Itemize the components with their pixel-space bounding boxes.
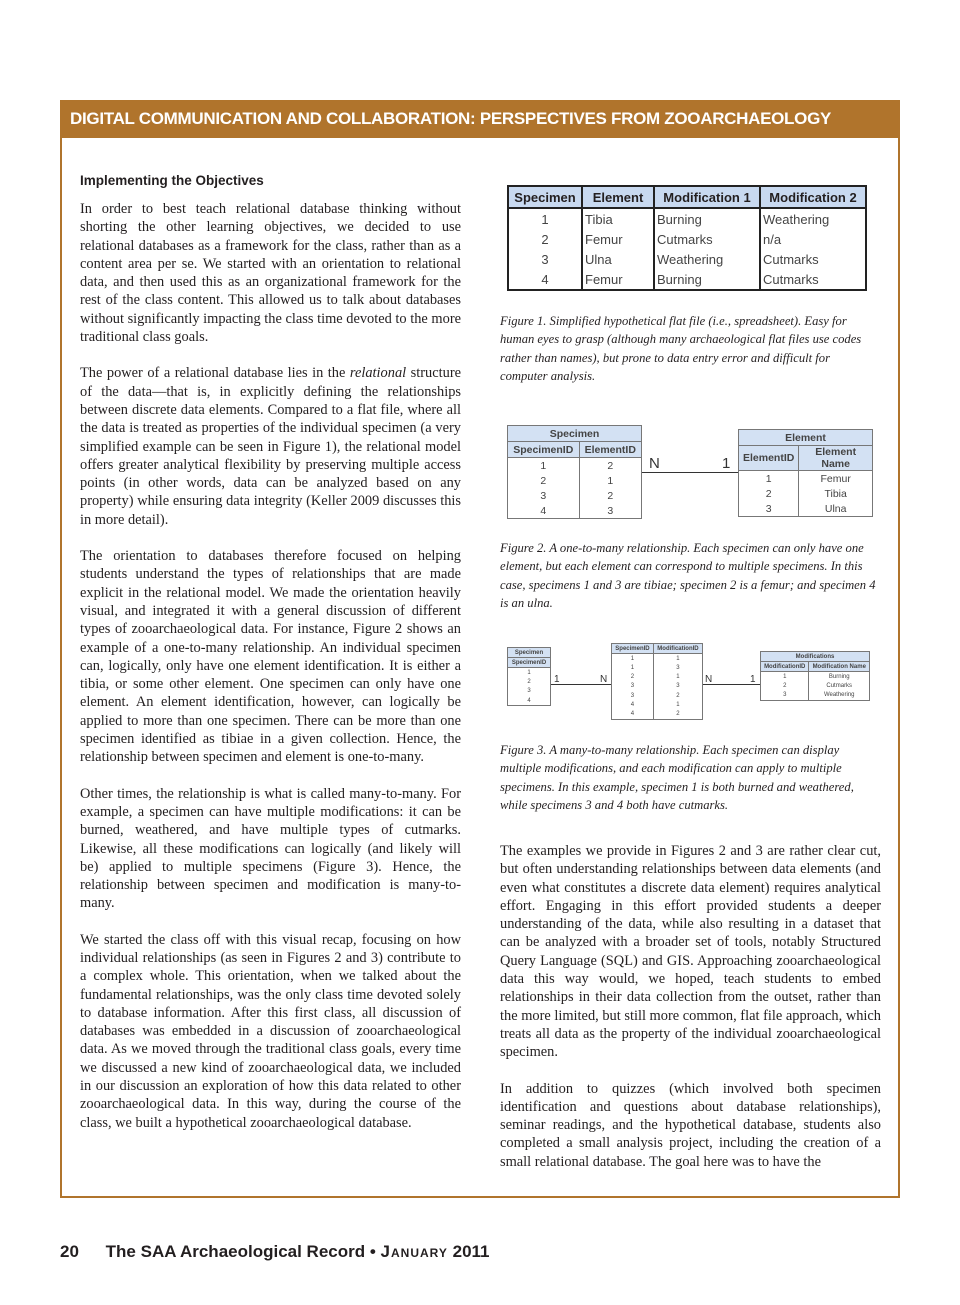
table-row: 2 Tibia [739, 486, 873, 501]
cardinality-n: N [600, 674, 608, 685]
left-column [80, 170, 461, 1150]
paragraph: In order to best teach relational database thinking without shorting the other learning objectives, we decided to use relational databases as a framework for the class, rather than as a content area per se. We started with an orientation to relational data, and then used this as an organizational framework for the rest of the class content. This allowed us to talk about databases without significantly impacting the class time devoted to the more traditional class goals. [80, 201, 461, 346]
figure-2-specimen-table: Specimen SpecimenID ElementID 1 2 2 1 3 2 4 3 [507, 425, 642, 519]
relationship-line [642, 472, 738, 473]
table-row: 4 1 [612, 700, 703, 709]
table-row: 3 [508, 687, 551, 696]
table-header: Element [582, 186, 654, 208]
table-row: 2 Femur Cutmarks n/a [508, 229, 866, 249]
table-row: 1 1 [612, 654, 703, 664]
issue-year: 2011 [452, 1242, 490, 1261]
table-row: 4 [508, 696, 551, 706]
figure-3-caption: Figure 3. A many-to-many relationship. Each specimen can display multiple modifications, and each modification can apply to multiple specimens. In this example, specimen 1 is both burned and weathered, while specimens 3 and 4 both have cutmarks. [500, 743, 854, 812]
page-footer [60, 1242, 490, 1262]
section-heading: Implementing the Objectives [80, 173, 264, 188]
table-header: Modification 1 [654, 186, 760, 208]
figure-1-flat-file-table [507, 185, 867, 291]
figure-2-element-table: Element ElementID Element Name 1 Femur 2 Tibia 3 Ulna [738, 429, 873, 517]
table-row: 2 1 [612, 673, 703, 682]
table-row: 2 1 [508, 473, 642, 488]
table-row: 3 3 [612, 682, 703, 691]
table-row: 2 Cutmarks [761, 682, 870, 691]
figure-3-modifications-table: Modifications ModificationID Modification Name 1 Burning 2 Cutmarks 3 Weathering [760, 651, 870, 701]
table-header: Modification 2 [760, 186, 866, 208]
journal-title: The SAA Archaeological Record [105, 1242, 366, 1261]
figure-1-caption: Figure 1. Simplified hypothetical flat file (i.e., spreadsheet). Easy for human eyes to grasp (although many archaeological flat files use codes rather than names), but prone to data entry error and difficult for computer analysis. [500, 314, 862, 383]
table-row: 2 [508, 678, 551, 687]
table-row: 4 Femur Burning Cutmarks [508, 269, 866, 290]
paragraph: The power of a relational database lies in the relational structure of the data—that is, in explicitly defining the relationships between discrete data elements. Compared to a flat file, where all the data is treated as properties of the individual specimen (a very simplified example can be seen in Figure 1), the relational model offers greater analytical flexibility by preserving multiple access points (in other words, data can be analyzed based on any property) while ensuring data integrity (Keller 2009 discusses this in more detail). [80, 365, 461, 528]
table-row: 1 Tibia Burning Weathering [508, 208, 866, 229]
table-row: 4 2 [612, 709, 703, 719]
bullet: • [369, 1242, 376, 1261]
paragraph: The examples we provide in Figures 2 and 3 are rather clear cut, but often understanding relationships between data elements (and even what constitutes a discrete data element) requires analytical effort. Engaging in this effort provided students a deeper understanding of the data, while also resulting in a dataset that can be analyzed with a broader set of tools, notably Structured Query Language (SQL) and GIS. Approaching zooarchaeological data this way would, we hoped, teach students to embed relationships in their data collection from the outset, rather than the more limited, but still more common, flat file approach, which treats all data as the property of the individual zooarchaeological specimen. [500, 843, 881, 1061]
table-row: 4 3 [508, 503, 642, 519]
table-row: 3 Ulna [739, 501, 873, 517]
paragraph: We started the class off with this visual recap, focusing on how individual relationships (as seen in Figures 2 and 3) contribute to a complex whole. This orientation, when we talked about the fundamental relationships, was the only class time devoted solely to database information. After this first class, all discussion of databases was embedded in a discussion of zooarchaeological data. As we moved through the traditional class goals, every time we discussed a new kind of zooarchaeological data, we included in our discussion an exploration of how this data related to other zooarchaeological data. In this way, during the course of the class, we built a hypothetical zooarchaeological database. [80, 931, 461, 1131]
table-row: 3 2 [508, 488, 642, 503]
table-header: Specimen [508, 186, 582, 208]
table-row: 3 Ulna Weathering Cutmarks [508, 249, 866, 269]
cardinality-n: N [649, 455, 660, 472]
cardinality-1: 1 [722, 455, 731, 472]
table-row: 1 2 [508, 458, 642, 474]
table-row: 1 3 [612, 663, 703, 672]
right-column [500, 842, 881, 1189]
figure-3-link-table: SpecimenID ModificationID 1 1 1 3 2 1 3 3 3 2 4 1 4 2 [611, 643, 703, 720]
cardinality-1: 1 [554, 674, 560, 685]
figure-2-caption: Figure 2. A one-to-many relationship. Each specimen can only have one element, but each element can correspond to multiple specimens. In this case, specimens 1 and 3 are tibiae; specimen 2 is a femur; and specimen 4 is an ulna. [500, 541, 876, 610]
table-row: 1 [508, 668, 551, 678]
issue-month: January [380, 1242, 448, 1261]
cardinality-n: N [705, 674, 713, 685]
table-row: 3 2 [612, 691, 703, 700]
paragraph: Other times, the relationship is what is called many-to-many. For example, a specimen can have multiple modifications: it can be burned, weathered, and have multiple types of cutmarks. Likewise, all these modifications can logically (and likely will be) applied to multiple specimens (Figure 3). Hence, the relationship between specimen and modification is many-to-many. [80, 785, 461, 912]
table-row: 1 Burning [761, 672, 870, 682]
paragraph: The orientation to databases therefore focused on helping students understand the types of relationships that are made explicit in the relational model. We made the orientation heavily visual, and integrated it with a general discussion of different types of zooarchaeological data. For instance, Figure 2 shows an example of a one-to-many relationship. An individual specimen can, logically, only have one element identification. It is either a tibia, or some other element. One specimen can only have one element. An element identification, however, can logically be applied to more than one specimen. There can be more than one specimen identified as tibiae in a given collection. Hence, the relationship between specimen and element is one-to-many. [80, 548, 461, 766]
figure-3-specimen-table: Specimen SpecimenID 1 2 3 4 [507, 647, 551, 706]
table-row: 3 Weathering [761, 691, 870, 701]
section-banner: DIGITAL COMMUNICATION AND COLLABORATION: PERSPECTIVES FROM ZOOARCHAEOLOGY [60, 100, 900, 138]
paragraph: In addition to quizzes (which involved both specimen identification and questions about database relationships), seminar readings, and the hypothetical database, students also completed a small analysis project, including the creation of a small relational database. The goal here was to have the [500, 1080, 881, 1170]
page-number: 20 [60, 1242, 79, 1261]
cardinality-1: 1 [750, 674, 756, 685]
table-row: 1 Femur [739, 471, 873, 487]
